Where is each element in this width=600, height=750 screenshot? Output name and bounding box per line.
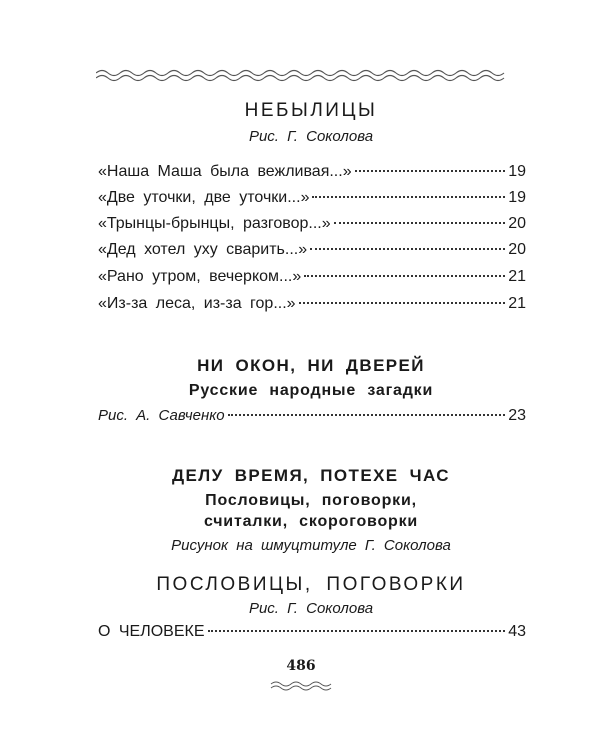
dot-leader <box>299 302 506 304</box>
section-title: НЕБЫЛИЦЫ <box>244 100 378 121</box>
section-subtitle: Пословицы, поговорки, <box>205 492 417 509</box>
page-ref: 19 <box>508 163 526 180</box>
toc-entry[interactable] <box>98 163 526 183</box>
illustrator-credit: Рис. Г. Соколова <box>248 600 374 617</box>
section-title: ПОСЛОВИЦЫ, ПОГОВОРКИ <box>156 574 466 595</box>
entry-title: «Наша Маша была вежливая...» <box>98 163 352 180</box>
wavy-ornament-icon <box>270 680 332 692</box>
dot-leader <box>208 630 506 632</box>
toc-entry[interactable] <box>98 189 526 209</box>
page-ref: 21 <box>508 295 526 312</box>
page-ref: 23 <box>508 407 526 424</box>
section-subtitle: Русские народные загадки <box>188 382 434 399</box>
page-ref: 20 <box>508 241 526 258</box>
page-ref: 19 <box>508 189 526 206</box>
section-title: ДЕЛУ ВРЕМЯ, ПОТЕХЕ ЧАС <box>172 466 450 485</box>
toc-entry[interactable] <box>98 268 526 288</box>
toc-entry[interactable] <box>98 407 526 427</box>
entry-title: «Дед хотел уху сварить...» <box>98 241 308 258</box>
toc-entry[interactable] <box>98 215 526 235</box>
toc-entry[interactable] <box>98 295 526 315</box>
entry-title: Рис. А. Савченко <box>98 407 225 424</box>
section-subtitle: считалки, скороговорки <box>203 513 419 530</box>
dot-leader <box>312 196 505 198</box>
page-ref: 21 <box>508 268 526 285</box>
toc-entry[interactable] <box>98 241 526 261</box>
entry-title: «Две уточки, две уточки...» <box>98 189 310 206</box>
illustrator-credit: Рис. Г. Соколова <box>248 128 374 145</box>
dot-leader <box>228 414 506 416</box>
page-ref: 20 <box>508 215 526 232</box>
toc-entry[interactable] <box>98 623 526 643</box>
wavy-ornament-icon <box>96 68 508 82</box>
dot-leader <box>310 248 505 250</box>
entry-title: «Из-за леса, из-за гор...» <box>98 295 296 312</box>
section-title: НИ ОКОН, НИ ДВЕРЕЙ <box>197 356 425 375</box>
entry-title: О ЧЕЛОВЕКЕ <box>98 623 205 640</box>
dot-leader <box>304 275 505 277</box>
entry-title: «Трынцы-брынцы, разговор...» <box>98 215 331 232</box>
page-number: 486 <box>286 658 316 674</box>
entry-title: «Рано утром, вечерком...» <box>98 268 302 285</box>
dot-leader <box>334 222 506 224</box>
illustrator-credit: Рисунок на шмуцтитуле Г. Соколова <box>171 537 451 554</box>
dot-leader <box>355 170 506 172</box>
page-ref: 43 <box>508 623 526 640</box>
